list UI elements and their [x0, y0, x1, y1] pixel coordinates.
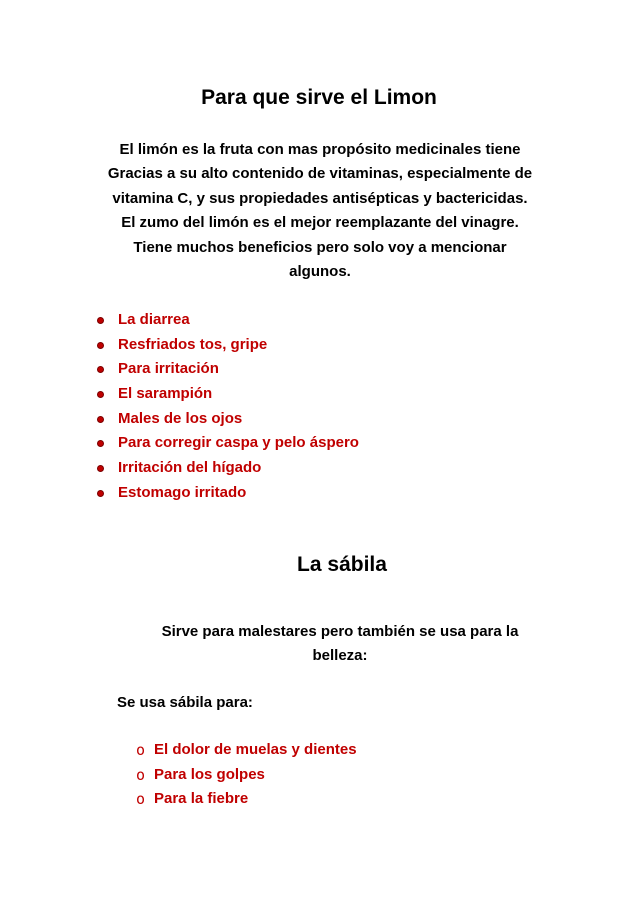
list-item-text: El dolor de muelas y dientes	[154, 741, 357, 758]
bullet-icon	[97, 342, 104, 349]
aloe-uses-label: Se usa sábila para:	[117, 694, 253, 711]
list-item-text: Para los golpes	[154, 765, 265, 783]
bullet-icon	[97, 490, 104, 497]
list-item-text: Irritación del hígado	[118, 459, 262, 477]
bullet-icon	[97, 416, 104, 423]
bullet-icon	[97, 366, 104, 373]
lemon-intro-paragraph	[40, 138, 600, 284]
list-item-text: Resfriados tos, gripe	[118, 335, 268, 353]
desc-line: Sirve para malestares pero también se usa para la	[161, 623, 519, 640]
intro-line: vitamina C, y sus propiedades antisépticas y bactericidas.	[112, 189, 528, 207]
list-item-text: La diarrea	[118, 311, 190, 328]
desc-line: belleza:	[312, 647, 368, 665]
list-item-text: Estomago irritado	[118, 483, 247, 501]
circle-bullet-icon: o	[136, 790, 146, 808]
aloe-title: La sábila	[297, 553, 387, 576]
intro-line: El zumo del limón es el mejor reemplazante del vinagre.	[121, 214, 519, 232]
bullet-icon	[97, 465, 104, 472]
intro-line: Tiene muchos beneficios pero solo voy a mencionar	[133, 238, 507, 256]
list-item-text: Males de los ojos	[118, 409, 243, 427]
intro-line: El limón es la fruta con mas propósito medicinales tiene	[119, 141, 521, 158]
bullet-icon	[97, 440, 104, 447]
bullet-icon	[97, 391, 104, 398]
lemon-title: Para que sirve el Limon	[201, 86, 437, 109]
intro-line: Gracias a su alto contenido de vitaminas, especialmente de	[107, 165, 533, 183]
circle-bullet-icon: o	[136, 765, 146, 784]
circle-bullet-icon: o	[136, 741, 146, 759]
list-item-text: Para irritación	[118, 360, 219, 378]
list-item-text: El sarampión	[118, 385, 213, 403]
aloe-description	[100, 620, 580, 669]
bullet-icon	[97, 317, 104, 324]
list-item-text: Para corregir caspa y pelo áspero	[118, 434, 359, 452]
list-item-text: Para la fiebre	[154, 790, 249, 807]
intro-line: algunos.	[289, 263, 351, 281]
